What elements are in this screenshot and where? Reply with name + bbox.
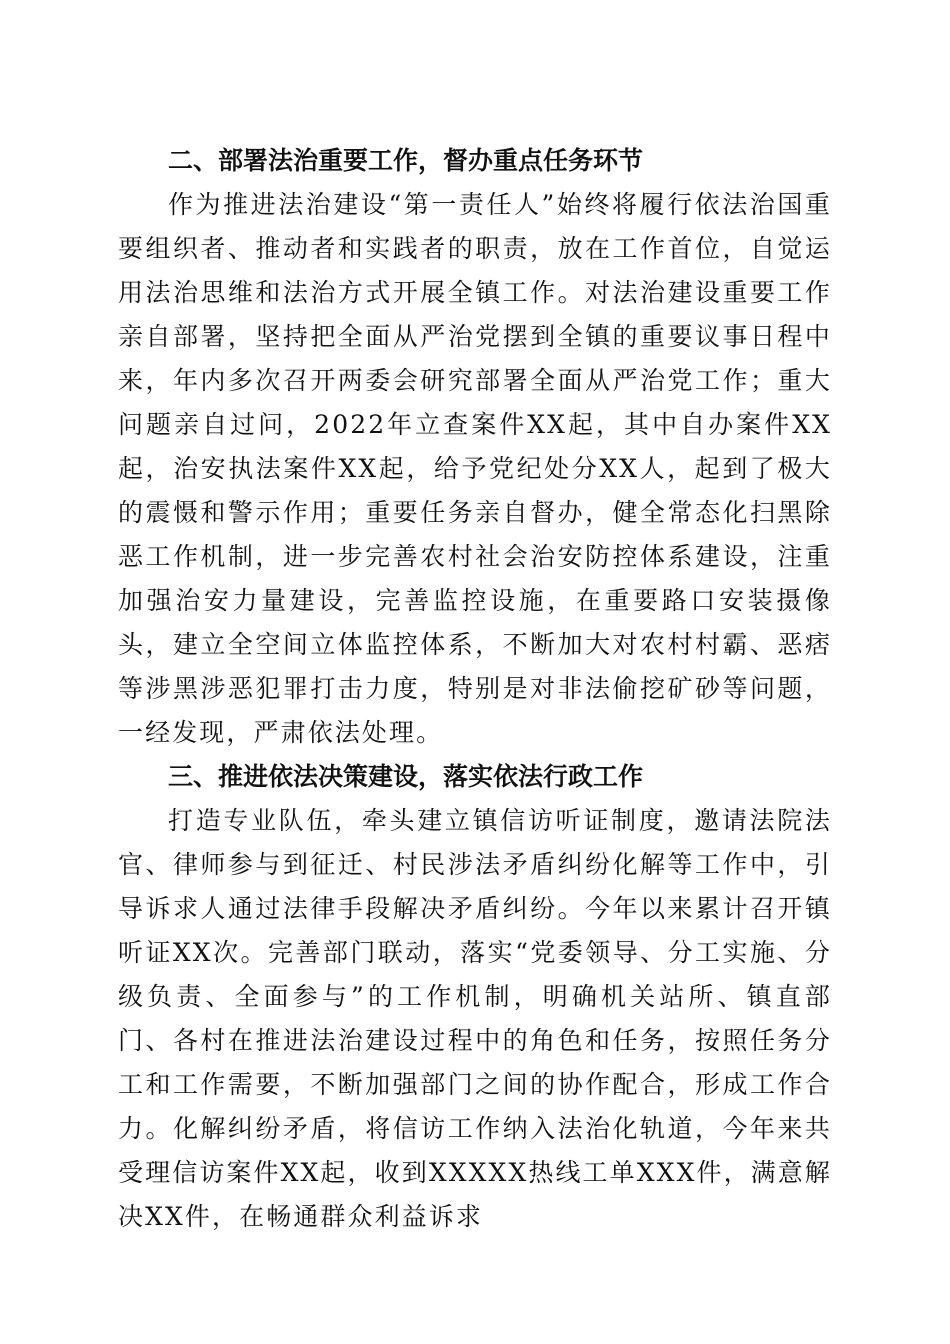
document-body <box>118 139 832 1239</box>
section-2-heading: 二、部署法治重要工作，督办重点任务环节 <box>168 146 644 175</box>
section-2-paragraph: 作为推进法治建设“第一责任人”始终将履行依法治国重要组织者、推动者和实践者的职责，放在工作首位，自觉运用法治思维和法治方式开展全镇工作。对法治建设重要工作亲自部署，坚持把全面从严治党摆到全镇的重要议事日程中来，年内多次召开两委会研究部署全面从严治党工作；重大问题亲自过问，2022年立查案件XX起，其中自办案件XX起，治安执法案件XX起，给予党纪处分XX人，起到了极大的震慑和警示作用；重要任务亲自督办，健全常态化扫黑除恶工作机制，进一步完善农村社会治安防控体系建设，注重加强治安力量建设，完善监控设施，在重要路口安装摄像头，建立全空间立体监控体系，不断加大对农村村霸、恶痞等涉黑涉恶犯罪打击力度，特别是对非法偷挖矿砂等问题，一经发现，严肃依法处理。 <box>118 190 832 747</box>
section-3-heading: 三、推进依法决策建设，落实依法行政工作 <box>168 762 644 791</box>
section-3-paragraph: 打造专业队伍，牵头建立镇信访听证制度，邀请法院法官、律师参与到征迁、村民涉法矛盾纠纷化解等工作中，引导诉求人通过法律手段解决矛盾纠纷。今年以来累计召开镇听证XX次。完善部门联动，落实“党委领导、分工实施、分级负责、全面参与”的工作机制，明确机关站所、镇直部门、各村在推进法治建设过程中的角色和任务，按照任务分工和工作需要，不断加强部门之间的协作配合，形成工作合力。化解纠纷矛盾，将信访工作纳入法治化轨道，今年来共受理信访案件XX起，收到XXXXX热线工单XXX件，满意解决XX件，在畅通群众利益诉求 <box>118 806 832 1231</box>
